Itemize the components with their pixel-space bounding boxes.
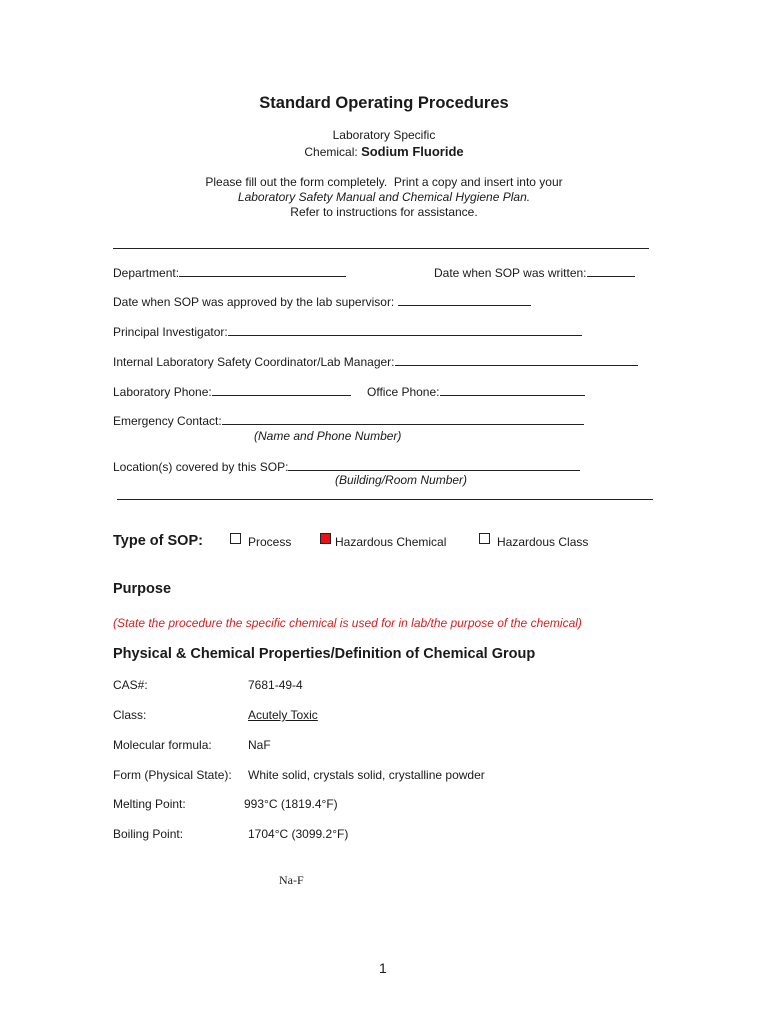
instructions-line-2: Laboratory Safety Manual and Chemical Hygiene Plan. bbox=[237, 190, 531, 204]
emergency-field[interactable] bbox=[113, 413, 584, 428]
date-written-label: Date when SOP was written: bbox=[434, 266, 587, 280]
location-field[interactable] bbox=[113, 459, 580, 474]
pi-label: Principal Investigator: bbox=[113, 325, 228, 339]
class-label: Class: bbox=[113, 708, 147, 722]
document-title: Standard Operating Procedures bbox=[259, 94, 509, 112]
form-value: White solid, crystals solid, crystalline powder bbox=[248, 768, 485, 782]
emergency-hint: (Name and Phone Number) bbox=[254, 429, 402, 443]
sop-type-label: Type of SOP: bbox=[113, 533, 203, 549]
coordinator-label: Internal Laboratory Safety Coordinator/Lab Manager: bbox=[113, 355, 395, 369]
date-written-field[interactable] bbox=[434, 265, 635, 280]
process-option-label[interactable]: Process bbox=[248, 535, 292, 549]
page-number: 1 bbox=[379, 960, 387, 976]
chemical-line bbox=[0, 144, 768, 159]
department-label: Department: bbox=[113, 266, 180, 280]
emergency-label: Emergency Contact: bbox=[113, 414, 222, 428]
lab-phone-label: Laboratory Phone: bbox=[113, 385, 212, 399]
lab-phone-field[interactable] bbox=[113, 384, 351, 399]
office-phone-field[interactable] bbox=[367, 384, 585, 399]
lab-phone-input-line[interactable] bbox=[212, 384, 351, 396]
melting-point-label: Melting Point: bbox=[113, 797, 186, 811]
department-field[interactable] bbox=[113, 265, 346, 280]
properties-heading: Physical & Chemical Properties/Definition of Chemical Group bbox=[113, 646, 536, 662]
molecular-formula-label: Molecular formula: bbox=[113, 738, 212, 752]
boiling-point-value: 1704°C (3099.2°F) bbox=[248, 827, 349, 841]
hazardous-chemical-option-label[interactable]: Hazardous Chemical bbox=[335, 535, 447, 549]
pi-input-line[interactable] bbox=[228, 324, 582, 336]
department-input-line[interactable] bbox=[179, 265, 346, 277]
chemical-label: Chemical: bbox=[304, 145, 362, 159]
form-label: Form (Physical State): bbox=[113, 768, 232, 782]
chemical-structure: Na-F bbox=[279, 873, 304, 887]
lab-specific-label: Laboratory Specific bbox=[332, 128, 436, 142]
location-label: Location(s) covered by this SOP: bbox=[113, 460, 289, 474]
date-approved-label: Date when SOP was approved by the lab supervisor: bbox=[113, 295, 398, 309]
instructions-line-3: Refer to instructions for assistance. bbox=[290, 205, 478, 219]
pi-field[interactable] bbox=[113, 324, 582, 339]
purpose-heading: Purpose bbox=[113, 581, 172, 597]
date-written-input-line[interactable] bbox=[587, 265, 635, 277]
process-checkbox[interactable] bbox=[230, 533, 241, 544]
office-phone-input-line[interactable] bbox=[440, 384, 585, 396]
class-value: Acutely Toxic bbox=[248, 708, 318, 722]
hazardous-chemical-checkbox[interactable] bbox=[320, 533, 331, 544]
location-hint: (Building/Room Number) bbox=[335, 473, 468, 487]
top-divider bbox=[113, 248, 649, 249]
chemical-name: Sodium Fluoride bbox=[361, 144, 464, 159]
molecular-formula-value: NaF bbox=[248, 738, 271, 752]
cas-value: 7681-49-4 bbox=[248, 678, 303, 692]
melting-point-value: 993°C (1819.4°F) bbox=[244, 797, 338, 811]
location-input-line[interactable] bbox=[288, 459, 580, 471]
date-approved-field[interactable] bbox=[113, 294, 531, 309]
boiling-point-label: Boiling Point: bbox=[113, 827, 184, 841]
purpose-text: (State the procedure the specific chemical is used for in lab/the purpose of the chemical) bbox=[113, 616, 582, 630]
office-phone-label: Office Phone: bbox=[367, 385, 440, 399]
coordinator-field[interactable] bbox=[113, 354, 638, 369]
date-approved-input-line[interactable] bbox=[398, 294, 531, 306]
emergency-input-line[interactable] bbox=[222, 413, 584, 425]
instructions-line-1: Please fill out the form completely. Print a copy and insert into your bbox=[205, 175, 563, 189]
bottom-divider bbox=[117, 499, 653, 500]
hazardous-class-option-label[interactable]: Hazardous Class bbox=[497, 535, 589, 549]
cas-label: CAS#: bbox=[113, 678, 148, 692]
coordinator-input-line[interactable] bbox=[395, 354, 638, 366]
hazardous-class-checkbox[interactable] bbox=[479, 533, 490, 544]
